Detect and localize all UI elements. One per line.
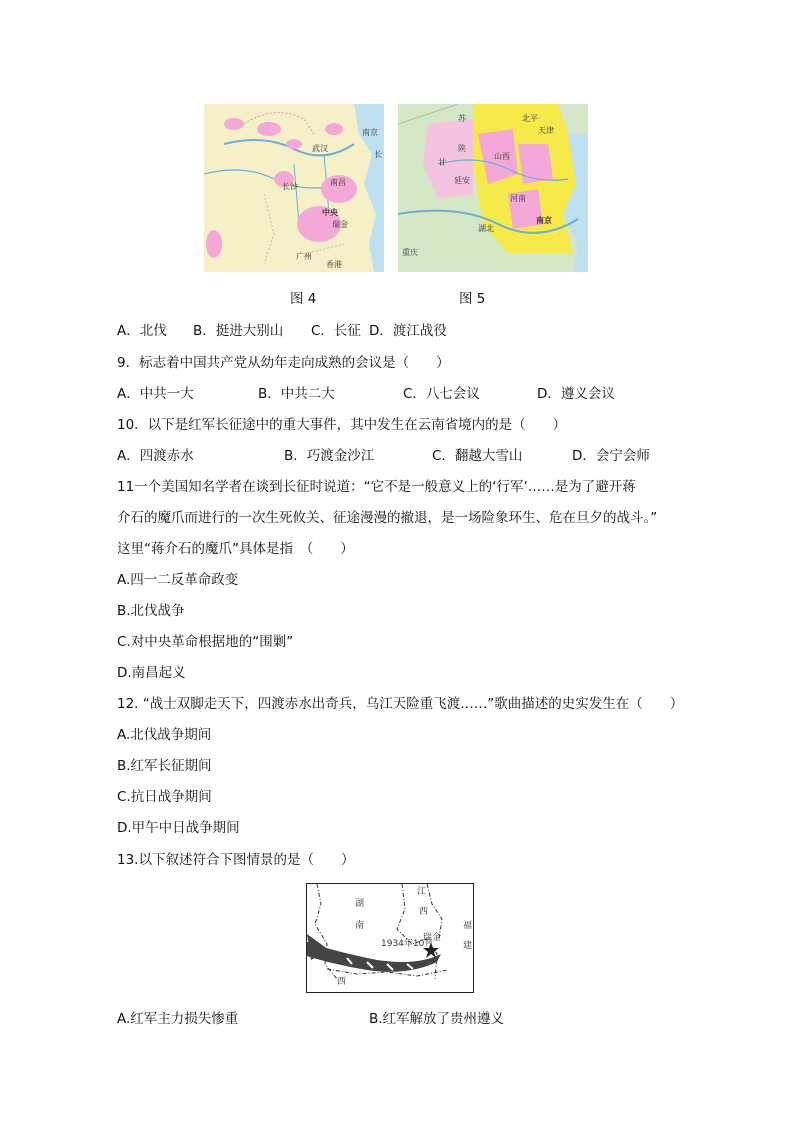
- q12-option-d: D.甲午中日战争期间: [117, 820, 240, 836]
- q13-option-b: B.红军解放了贵州遵义: [369, 1011, 505, 1027]
- q11-stem-line3: 这里“蒋介石的魔爪”具体是指 （ ）: [117, 541, 354, 557]
- figure-5-map: [398, 104, 588, 272]
- q13-label-xi: 西: [419, 907, 429, 917]
- q10-option-a: A．四渡赤水: [117, 448, 194, 464]
- q13-label-hu: 湖: [355, 899, 365, 909]
- q9-option-b: B．中共二大: [258, 386, 335, 402]
- q11-stem-line2: 介石的魔爪而进行的一次生死攸关、征途漫漫的撤退，是一场险象环生、危在旦夕的战斗。”: [117, 510, 658, 526]
- q9-stem: 9．标志着中国共产党从幼年走向成熟的会议是（ ）: [117, 355, 450, 371]
- fig4-label-wuhan: 武汉: [312, 144, 328, 153]
- q10-option-d: D．会宁会师: [572, 448, 650, 464]
- fig5-label-nanjing: 南京: [536, 216, 552, 225]
- fig4-label-nanchang: 南昌: [330, 178, 346, 187]
- figure-5-map-graphic: [398, 104, 588, 272]
- q12-option-c: C.抗日战争期间: [117, 789, 212, 805]
- q13-label-ruijin: 瑞金: [423, 933, 442, 943]
- q8-option-d: D．渡江战役: [369, 323, 447, 339]
- q9-option-d: D．遵义会议: [537, 386, 615, 402]
- q9-option-a: A．中共一大: [117, 386, 194, 402]
- figure-5-caption: 图 5: [459, 291, 486, 307]
- q13-label-nan: 南: [355, 921, 365, 931]
- figure-4-caption: 图 4: [290, 291, 317, 307]
- q10-option-b: B．巧渡金沙江: [284, 448, 375, 464]
- q13-map: [306, 883, 474, 993]
- q13-label-jian: 建: [463, 941, 473, 951]
- fig5-label-beiping: 北平: [522, 114, 538, 123]
- fig4-label-guangzhou: 广州: [296, 252, 312, 261]
- q10-option-c: C．翻越大雪山: [432, 448, 523, 464]
- q11-option-d: D.南昌起义: [117, 665, 186, 681]
- fig5-label-tianjin: 天津: [538, 126, 554, 135]
- q13-label-jiang: 江: [417, 887, 427, 897]
- fig4-label-hongkong: 香港: [326, 260, 342, 269]
- fig5-label-su: 苏: [458, 114, 466, 123]
- q12-stem: 12. “战士双脚走天下，四渡赤水出奇兵，乌江天险重飞渡……”歌曲描述的史实发生在（ ）: [117, 696, 684, 712]
- fig5-label-hubei: 湖北: [478, 224, 494, 233]
- fig4-label-central: 中央: [322, 208, 338, 217]
- q13-label-date: 1934年10月: [381, 939, 434, 949]
- fig5-label-chongqing: 重庆: [402, 248, 418, 257]
- q12-option-b: B.红军长征期间: [117, 758, 212, 774]
- fig4-label-chang: 长: [374, 150, 382, 159]
- q11-option-b: B.北伐战争: [117, 603, 185, 619]
- q9-option-c: C．八七会议: [403, 386, 480, 402]
- q11-option-a: A.四一二反革命政变: [117, 572, 239, 588]
- q13-option-a: A.红军主力损失惨重: [117, 1011, 239, 1027]
- fig5-label-shaan: 陕: [458, 144, 466, 153]
- fig5-label-shanxi: 山西: [494, 152, 510, 161]
- fig4-label-nanjing: 南京: [362, 128, 378, 137]
- fig5-label-henan: 河南: [510, 194, 526, 203]
- fig5-label-gan: 甘: [438, 158, 446, 167]
- q13-label-fu: 福: [463, 921, 473, 931]
- q11-option-c: C.对中央革命根据地的“围剿”: [117, 634, 294, 650]
- figure-4-map: [204, 104, 384, 272]
- q11-stem-line1: 11一个美国知名学者在谈到长征时说道：“它不是一般意义上的‘行军’……是为了避开蒋: [117, 479, 636, 495]
- q13-map-graphic: [307, 884, 472, 991]
- fig4-label-ruijin: 瑞金: [332, 220, 348, 229]
- q13-label-guangxi: 西: [337, 977, 347, 987]
- fig5-label-yanan: 延安: [454, 176, 470, 185]
- q8-option-c: C．长征: [311, 323, 361, 339]
- q13-stem: 13.以下叙述符合下图情景的是（ ）: [117, 852, 355, 868]
- q12-option-a: A.北伐战争期间: [117, 727, 212, 743]
- fig4-label-changsha: 长沙: [282, 182, 298, 191]
- q10-stem: 10．以下是红军长征途中的重大事件，其中发生在云南省境内的是（ ）: [117, 417, 567, 433]
- q8-option-a: A．北伐: [117, 323, 167, 339]
- q8-option-b: B．挺进大别山: [193, 323, 284, 339]
